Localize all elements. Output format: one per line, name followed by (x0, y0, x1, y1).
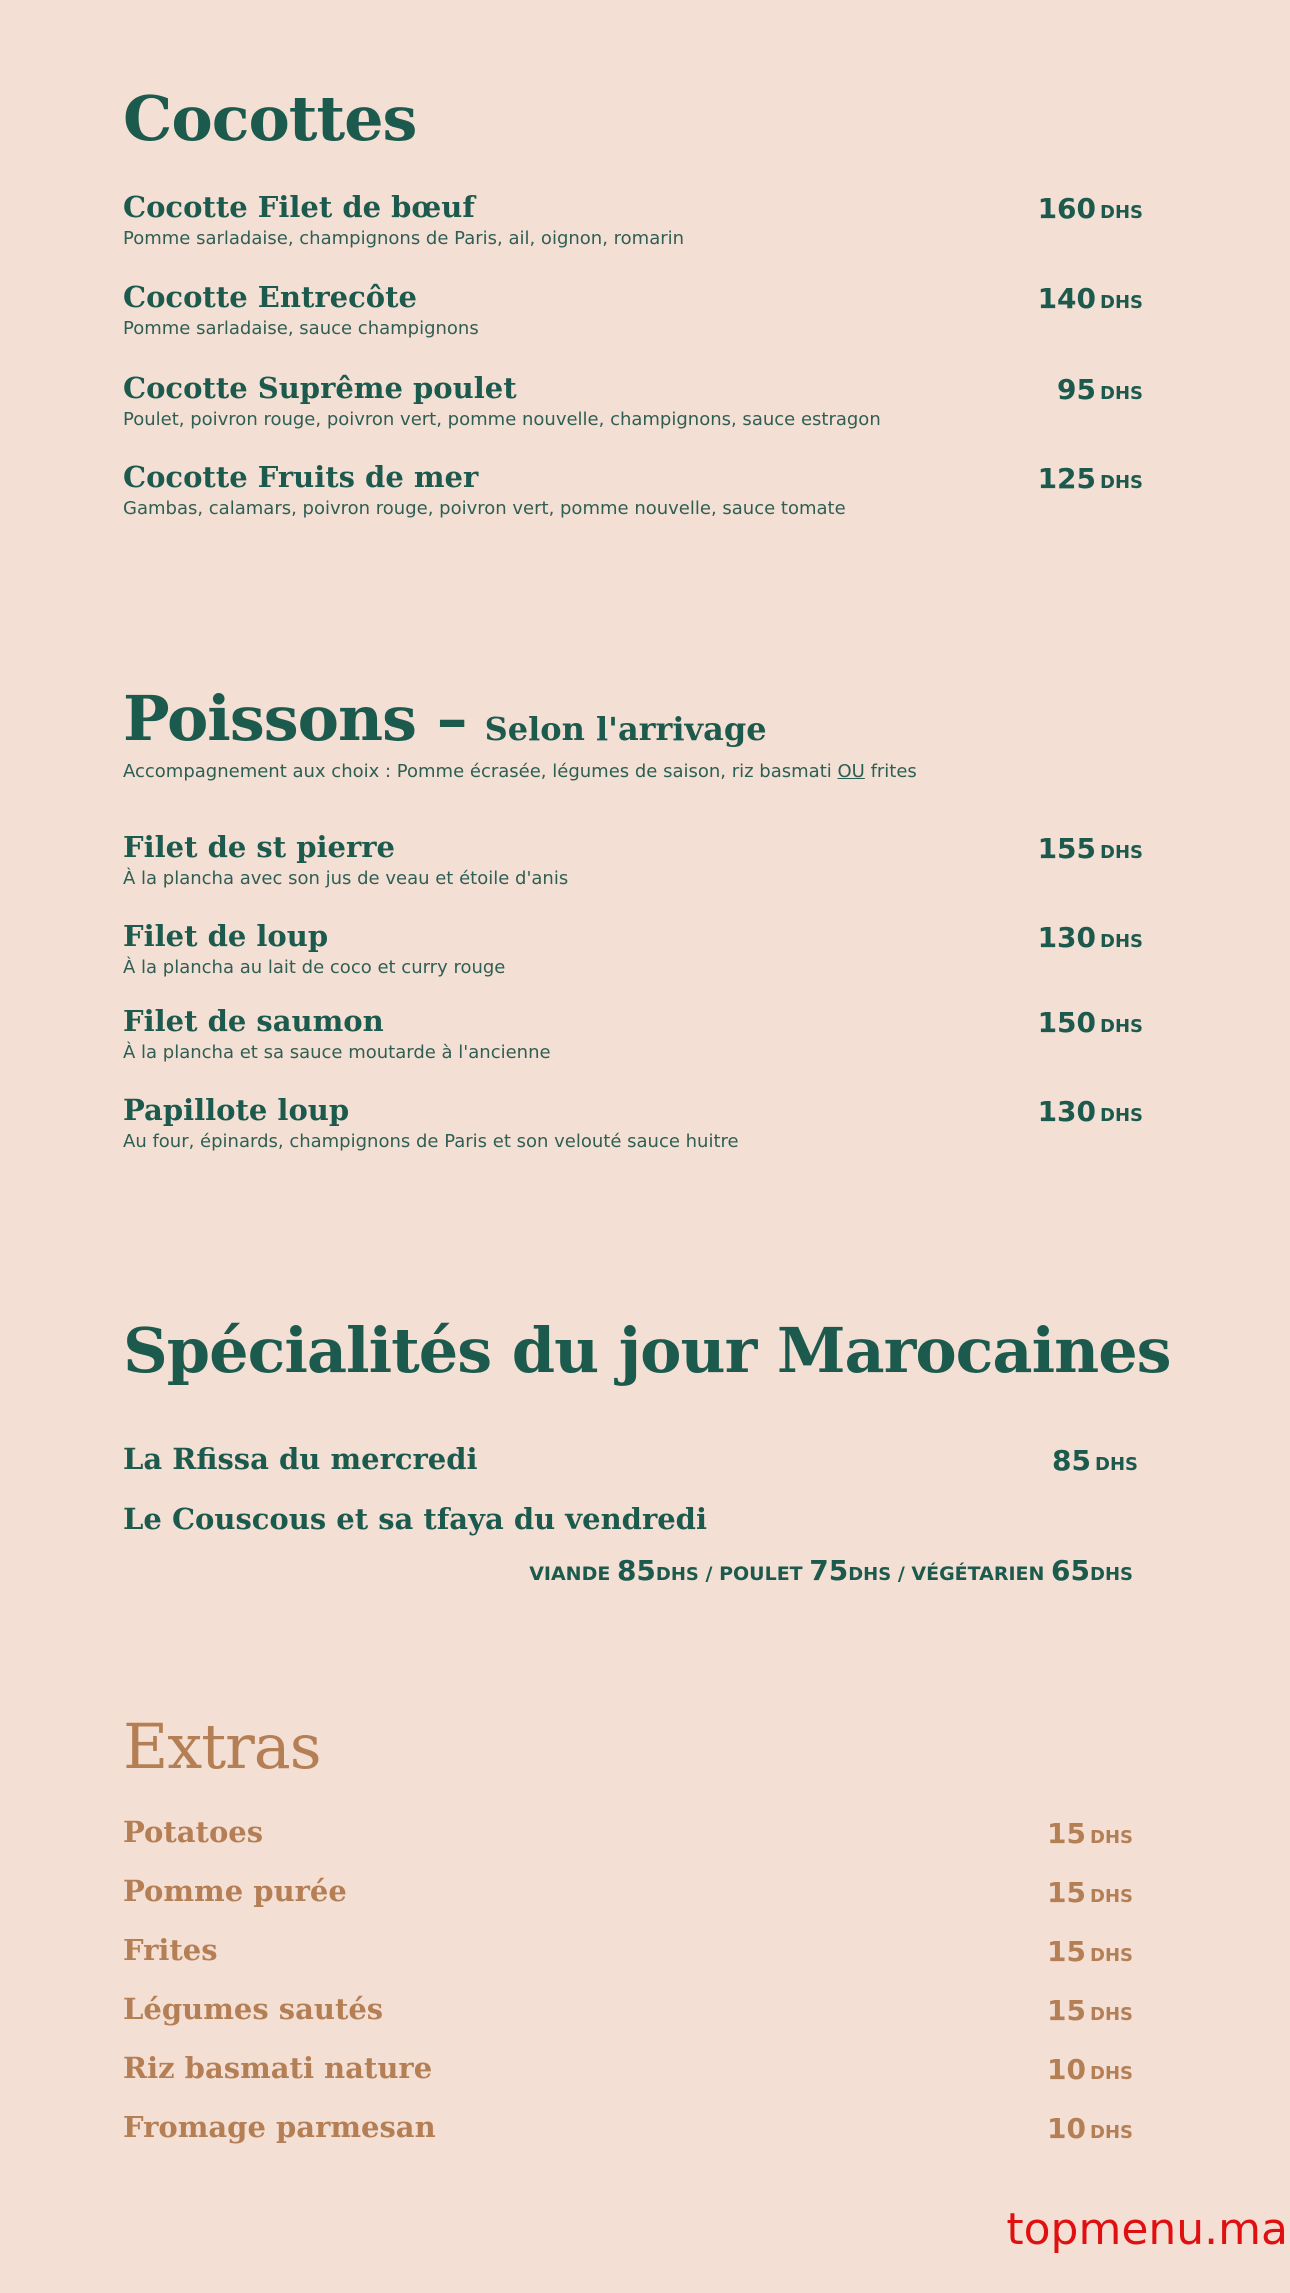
item-price (1047, 1876, 1133, 1909)
variant-price: 75 (809, 1554, 849, 1587)
section-subtitle: Selon l'arrivage (484, 710, 767, 748)
price-value: 15 (1047, 1935, 1087, 1968)
item-price (1047, 1817, 1133, 1850)
section-title-poissons (123, 682, 1143, 755)
price-currency: DHS (1100, 1016, 1143, 1037)
variant-label: POULET (719, 1563, 803, 1585)
item-name: Cocotte Filet de bœuf (123, 190, 475, 224)
menu-item (123, 2051, 1143, 2085)
price-currency: DHS (1100, 1105, 1143, 1126)
item-name: Fromage parmesan (123, 2110, 436, 2144)
item-description: Pomme sarladaise, champignons de Paris, ail, oignon, romarin (123, 228, 685, 249)
variant-separator: / (698, 1563, 720, 1585)
item-name: Filet de loup (123, 919, 329, 953)
item-name: Le Couscous et sa tfaya du vendredi (123, 1502, 707, 1536)
note-underlined: OU (837, 761, 865, 782)
item-description: Gambas, calamars, poivron rouge, poivron vert, pomme nouvelle, sauce tomate (123, 498, 846, 519)
menu-item (123, 2110, 1143, 2144)
price-value: 130 (1037, 1095, 1097, 1128)
price-value: 155 (1037, 832, 1097, 865)
item-description: À la plancha et sa sauce moutarde à l'ancienne (123, 1042, 551, 1063)
item-name: Légumes sautés (123, 1992, 384, 2026)
section-title-cocottes: Cocottes (123, 82, 417, 155)
item-price (1047, 1935, 1133, 1968)
price-value: 10 (1047, 2112, 1087, 2145)
variant-currency: DHS (1090, 1564, 1133, 1585)
menu-item (123, 1093, 1143, 1152)
price-currency: DHS (1100, 472, 1143, 493)
item-name: Filet de st pierre (123, 830, 395, 864)
section-poissons (123, 682, 1143, 782)
menu-item (123, 1874, 1143, 1908)
menu-item (123, 371, 1143, 430)
menu-item (123, 919, 1143, 978)
price-value: 125 (1037, 462, 1097, 495)
item-description: Au four, épinards, champignons de Paris et son velouté sauce huitre (123, 1131, 739, 1152)
variant-price: 85 (616, 1554, 656, 1587)
item-price (1038, 192, 1143, 225)
item-name: Cocotte Suprême poulet (123, 371, 517, 405)
price-value: 10 (1047, 2053, 1087, 2086)
item-description: Pomme sarladaise, sauce champignons (123, 318, 479, 339)
price-currency: DHS (1090, 2063, 1133, 2084)
item-price (1038, 462, 1143, 495)
section-title-extras: Extras (123, 1710, 321, 1783)
variant-currency: DHS (655, 1564, 699, 1585)
item-price (1038, 832, 1143, 865)
note-text-end: frites (864, 761, 917, 782)
price-value: 15 (1047, 1994, 1087, 2027)
price-value: 140 (1037, 282, 1097, 315)
price-value: 160 (1037, 192, 1097, 225)
price-value: 15 (1047, 1876, 1087, 1909)
variant-label: VÉGÉTARIEN (911, 1563, 1045, 1585)
price-currency: DHS (1100, 202, 1143, 223)
item-description: Poulet, poivron rouge, poivron vert, pomme nouvelle, champignons, sauce estragon (123, 409, 881, 430)
variant-currency: DHS (848, 1564, 892, 1585)
menu-item (123, 280, 1143, 339)
title-text: Poissons (123, 682, 417, 755)
variant-price: 65 (1051, 1554, 1091, 1587)
menu-item (123, 1815, 1143, 1849)
item-description: À la plancha au lait de coco et curry rouge (123, 957, 506, 978)
item-price (1047, 1994, 1133, 2027)
item-name: Cocotte Fruits de mer (123, 460, 479, 494)
title-dash: – (436, 682, 467, 755)
item-name: Potatoes (123, 1815, 264, 1849)
price-currency: DHS (1095, 1454, 1138, 1475)
item-name: Frites (123, 1933, 218, 1967)
watermark: topmenu.ma (1006, 2204, 1288, 2255)
variant-label: VIANDE (529, 1563, 611, 1585)
section-title-specialites: Spécialités du jour Marocaines (123, 1314, 1171, 1387)
price-currency: DHS (1100, 931, 1143, 952)
item-price (1038, 1006, 1143, 1039)
item-price (1057, 373, 1143, 406)
price-currency: DHS (1090, 2004, 1133, 2025)
price-currency: DHS (1090, 1886, 1133, 1907)
item-price (1038, 282, 1143, 315)
item-price (1038, 1095, 1143, 1128)
price-value: 85 (1052, 1444, 1092, 1477)
price-currency: DHS (1090, 1945, 1133, 1966)
price-currency: DHS (1090, 2122, 1133, 2143)
menu-item (123, 1933, 1143, 1967)
price-value: 15 (1047, 1817, 1087, 1850)
menu-item (123, 830, 1143, 889)
variant-separator: / (891, 1563, 912, 1585)
item-name: Riz basmati nature (123, 2051, 433, 2085)
item-name: Cocotte Entrecôte (123, 280, 417, 314)
menu-item (123, 1502, 1143, 1536)
item-description: À la plancha avec son jus de veau et étoile d'anis (123, 868, 569, 889)
price-value: 95 (1057, 373, 1097, 406)
menu-item (123, 190, 1143, 249)
menu-item (123, 460, 1143, 519)
price-currency: DHS (1090, 1827, 1133, 1848)
item-name: La Rfissa du mercredi (123, 1442, 478, 1476)
section-extras (123, 1710, 1143, 1783)
item-name: Filet de saumon (123, 1004, 384, 1038)
price-value: 150 (1037, 1006, 1097, 1039)
section-specialites (123, 1314, 1171, 1387)
note-text: Accompagnement aux choix : Pomme écrasée, légumes de saison, riz basmati (123, 761, 838, 782)
item-name: Pomme purée (123, 1874, 347, 1908)
couscous-variants (529, 1554, 1133, 1587)
price-currency: DHS (1100, 383, 1143, 404)
item-price (1047, 2053, 1133, 2086)
menu-item (123, 1992, 1143, 2026)
menu-item (123, 1442, 1138, 1476)
menu-item (123, 1004, 1143, 1063)
price-currency: DHS (1100, 842, 1143, 863)
item-price (1047, 2112, 1133, 2145)
item-price (1052, 1444, 1138, 1477)
price-currency: DHS (1100, 292, 1143, 313)
section-cocottes (123, 82, 1143, 155)
item-name: Papillote loup (123, 1093, 350, 1127)
section-note (123, 761, 1143, 782)
price-value: 130 (1037, 921, 1097, 954)
item-price (1038, 921, 1143, 954)
